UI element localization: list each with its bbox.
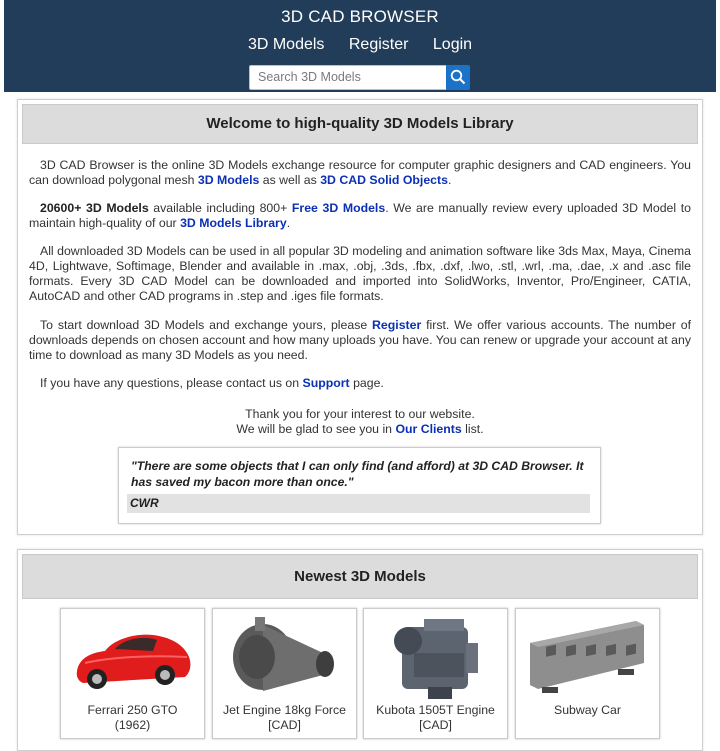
model-name: Subway Car [554, 703, 621, 717]
clients-text-2: list. [461, 422, 484, 436]
model-name: Ferrari 250 GTO [87, 703, 178, 717]
register-paragraph [29, 318, 691, 363]
testimonial-box [118, 447, 601, 524]
clients-text: We will be glad to see you in [236, 422, 396, 436]
search-icon [450, 69, 466, 85]
site-header [4, 0, 716, 92]
testimonial-author: CWR [127, 494, 590, 513]
clients-line [29, 422, 691, 437]
main-nav [4, 36, 716, 54]
site-brand[interactable]: 3D CAD BROWSER [281, 7, 439, 26]
intro-text-3: . [447, 173, 452, 187]
support-text: If you have any questions, please contact us on [40, 376, 303, 390]
link-3d-models[interactable]: 3D Models [197, 173, 260, 187]
nav-login[interactable]: Login [432, 36, 473, 53]
welcome-title: Welcome to high-quality 3D Models Library [22, 104, 698, 144]
intro-text: 3D CAD Browser is the online 3D Models exchange resource for computer graphic designers and CAD engineers. You can download polygonal mesh [29, 158, 691, 187]
link-support[interactable]: Support [302, 376, 350, 390]
model-caption [215, 703, 354, 733]
model-sub: (1962) [114, 718, 151, 732]
model-card-jet-engine[interactable] [212, 608, 357, 739]
model-count: 20600+ 3D Models [40, 201, 149, 215]
search-button[interactable] [446, 65, 470, 90]
newest-title: Newest 3D Models [22, 554, 698, 599]
nav-3d-models[interactable]: 3D Models [247, 36, 325, 53]
link-3d-cad-solid-objects[interactable]: 3D CAD Solid Objects [320, 173, 448, 187]
model-card-subway-car[interactable] [515, 608, 660, 739]
support-text-2: page. [349, 376, 384, 390]
newest-panel [17, 549, 703, 751]
jet-engine-thumbnail [223, 613, 346, 703]
intro-text-2: as well as [259, 173, 321, 187]
model-sub: [CAD] [419, 718, 452, 732]
link-3d-models-library[interactable]: 3D Models Library [180, 216, 287, 230]
thanks-line: Thank you for your interest to our website. [245, 407, 475, 421]
register-text-2: first. We offer various accounts. The number of downloads depends on chosen account and how many uploads you have. You can renew or upgrade your account at any time to download as many 3D Models as you need. [29, 318, 692, 362]
count-text: available including 800+ [148, 201, 292, 215]
model-caption [366, 703, 505, 733]
link-our-clients[interactable]: Our Clients [395, 422, 462, 436]
model-name: Kubota 1505T Engine [376, 703, 495, 717]
model-card-kubota-engine[interactable] [363, 608, 508, 739]
register-text: To start download 3D Models and exchange yours, please [40, 318, 373, 332]
search-input[interactable] [249, 65, 447, 90]
count-text-3: . [286, 216, 291, 230]
model-sub: [CAD] [268, 718, 301, 732]
kubota-engine-thumbnail [374, 613, 497, 703]
model-caption [63, 703, 202, 733]
link-register[interactable]: Register [372, 318, 422, 332]
search-placeholder: Search 3D Models [258, 70, 361, 84]
testimonial-text: "There are some objects that I can only find (and afford) at 3D CAD Browser. It has saved my bacon more than once." [131, 459, 584, 489]
model-caption [518, 703, 657, 718]
nav-register[interactable]: Register [348, 36, 409, 53]
welcome-panel [17, 99, 703, 535]
support-paragraph [29, 376, 691, 391]
count-text-2: . We are manually review every uploaded 3D Model to maintain high-quality of our [29, 201, 691, 230]
search-form [249, 65, 471, 90]
model-card-ferrari[interactable] [60, 608, 205, 739]
ferrari-car-thumbnail [71, 613, 194, 703]
count-paragraph [29, 201, 691, 231]
model-name: Jet Engine 18kg Force [222, 703, 347, 717]
subway-car-thumbnail [526, 613, 649, 703]
link-free-3d-models[interactable]: Free 3D Models [291, 201, 386, 215]
formats-paragraph: All downloaded 3D Models can be used in all popular 3D modeling and animation software like 3ds Max, Maya, Cinema 4D, Lightwave, Softimage, Blender and available in .max, .obj, .3ds, .fbx, .dxf, .lwo, .stl, .wrl, .ma, .dae, .x and .asc file formats. Every 3D CAD Model can be downloaded and imported into SolidWorks, Inventor, Pro/Engineer, CATIA, AutoCAD and other CAD programs in .step and .iges file formats. [29, 244, 691, 303]
intro-paragraph [29, 158, 691, 188]
